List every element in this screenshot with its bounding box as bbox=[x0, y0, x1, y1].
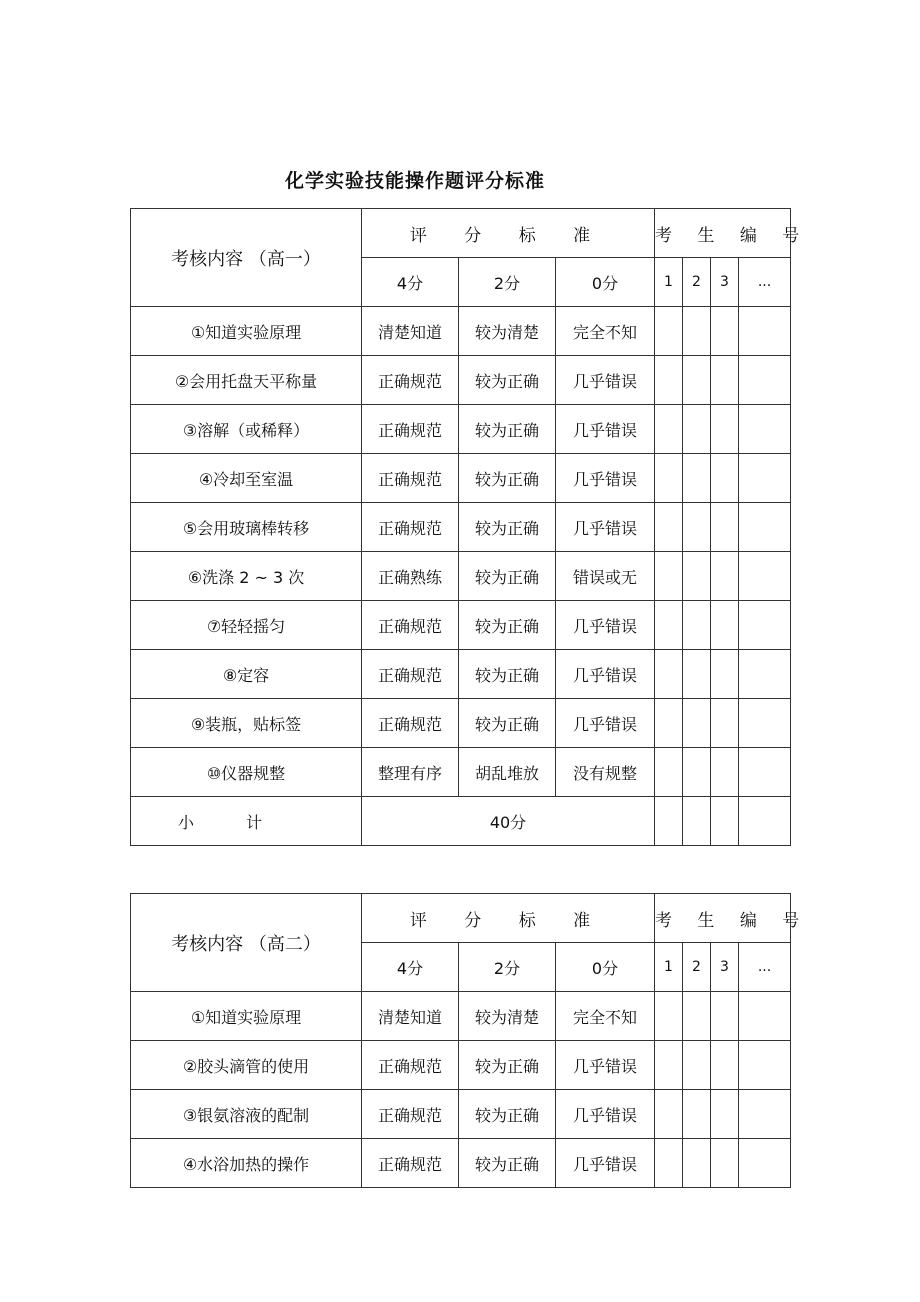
candidate-score-cell bbox=[655, 601, 683, 650]
criteria-4: 清楚知道 bbox=[362, 992, 459, 1041]
criteria-2: 较为正确 bbox=[459, 503, 556, 552]
criteria-2: 较为正确 bbox=[459, 405, 556, 454]
assessment-item: ⑧定容 bbox=[131, 650, 362, 699]
criteria-4: 正确规范 bbox=[362, 356, 459, 405]
candidate-score-cell bbox=[683, 356, 711, 405]
criteria-2: 较为清楚 bbox=[459, 992, 556, 1041]
criteria-4: 正确规范 bbox=[362, 454, 459, 503]
table-row bbox=[131, 1139, 791, 1188]
table-row bbox=[131, 454, 791, 503]
candidate-score-cell bbox=[711, 405, 739, 454]
assessment-item: ⑩仪器规整 bbox=[131, 748, 362, 797]
candidate-score-cell bbox=[655, 552, 683, 601]
candidate-score-cell bbox=[683, 307, 711, 356]
candidate-score-cell bbox=[683, 503, 711, 552]
candidate-score-cell bbox=[739, 356, 791, 405]
assessment-item: ⑤会用玻璃棒转移 bbox=[131, 503, 362, 552]
candidate-score-cell bbox=[739, 601, 791, 650]
candidate-score-cell bbox=[739, 1090, 791, 1139]
table-row bbox=[131, 748, 791, 797]
criteria-0: 几乎错误 bbox=[556, 454, 655, 503]
candidate-score-cell bbox=[711, 307, 739, 356]
table-row bbox=[131, 601, 791, 650]
table-row bbox=[131, 1041, 791, 1090]
candidate-score-cell bbox=[655, 503, 683, 552]
criteria-0: 几乎错误 bbox=[556, 1090, 655, 1139]
assessment-item: ②胶头滴管的使用 bbox=[131, 1041, 362, 1090]
candidate-score-cell bbox=[683, 1090, 711, 1139]
content-header: 考核内容 （高二） bbox=[131, 894, 362, 992]
table-row bbox=[131, 503, 791, 552]
candidate-score-cell bbox=[683, 552, 711, 601]
assessment-item: ②会用托盘天平称量 bbox=[131, 356, 362, 405]
criteria-0: 几乎错误 bbox=[556, 601, 655, 650]
criteria-0: 几乎错误 bbox=[556, 650, 655, 699]
criteria-4: 清楚知道 bbox=[362, 307, 459, 356]
candidate-score-cell bbox=[655, 992, 683, 1041]
criteria-0: 几乎错误 bbox=[556, 699, 655, 748]
table-row bbox=[131, 356, 791, 405]
criteria-2: 较为正确 bbox=[459, 601, 556, 650]
candidate-score-cell bbox=[655, 650, 683, 699]
table-row bbox=[131, 1090, 791, 1139]
candidate-score-cell bbox=[655, 1041, 683, 1090]
assessment-item: ④水浴加热的操作 bbox=[131, 1139, 362, 1188]
candidate-score-cell bbox=[711, 699, 739, 748]
subtotal-row bbox=[131, 797, 791, 846]
content-header: 考核内容 （高一） bbox=[131, 209, 362, 307]
assessment-item: ④冷却至室温 bbox=[131, 454, 362, 503]
candidate-score-cell bbox=[711, 1090, 739, 1139]
assessment-item: ⑥洗涤 2 ~ 3 次 bbox=[131, 552, 362, 601]
criteria-0: 完全不知 bbox=[556, 992, 655, 1041]
criteria-4: 正确熟练 bbox=[362, 552, 459, 601]
candidate-score-cell bbox=[683, 699, 711, 748]
criteria-0: 完全不知 bbox=[556, 307, 655, 356]
criteria-0: 没有规整 bbox=[556, 748, 655, 797]
criteria-4: 正确规范 bbox=[362, 699, 459, 748]
criteria-4: 正确规范 bbox=[362, 1090, 459, 1139]
candidate-score-cell bbox=[655, 1139, 683, 1188]
candidate-score-cell bbox=[711, 650, 739, 699]
criteria-0: 几乎错误 bbox=[556, 1139, 655, 1188]
subtotal-label: 小计 bbox=[131, 797, 362, 846]
candidate-score-cell bbox=[739, 992, 791, 1041]
candidate-score-cell bbox=[655, 699, 683, 748]
candidate-score-cell bbox=[739, 650, 791, 699]
candidate-score-cell bbox=[683, 601, 711, 650]
criteria-2: 较为正确 bbox=[459, 1090, 556, 1139]
candidate-score-cell bbox=[711, 1041, 739, 1090]
candidate-score-cell bbox=[683, 454, 711, 503]
criteria-2: 较为正确 bbox=[459, 650, 556, 699]
candidate-header: 考 生 编 号 bbox=[655, 894, 791, 943]
subtotal-value: 40分 bbox=[362, 797, 655, 846]
candidate-number: 3 bbox=[711, 258, 739, 307]
candidate-score-cell bbox=[683, 797, 711, 846]
candidate-score-cell bbox=[655, 405, 683, 454]
candidate-score-cell bbox=[739, 454, 791, 503]
score-header: 4分 bbox=[362, 943, 459, 992]
criteria-2: 较为正确 bbox=[459, 552, 556, 601]
candidate-score-cell bbox=[739, 552, 791, 601]
assessment-item: ⑦轻轻摇匀 bbox=[131, 601, 362, 650]
criteria-4: 正确规范 bbox=[362, 503, 459, 552]
candidate-score-cell bbox=[683, 992, 711, 1041]
criteria-2: 较为正确 bbox=[459, 356, 556, 405]
table-row bbox=[131, 650, 791, 699]
candidate-score-cell bbox=[711, 356, 739, 405]
assessment-item: ③溶解（或稀释） bbox=[131, 405, 362, 454]
score-header: 0分 bbox=[556, 258, 655, 307]
candidate-number: ... bbox=[739, 258, 791, 307]
candidate-score-cell bbox=[683, 1139, 711, 1188]
criteria-2: 较为正确 bbox=[459, 1041, 556, 1090]
criteria-2: 较为正确 bbox=[459, 699, 556, 748]
scoring-table-grade2 bbox=[130, 893, 810, 1188]
score-header: 2分 bbox=[459, 943, 556, 992]
candidate-score-cell bbox=[739, 1041, 791, 1090]
candidate-number: 2 bbox=[683, 943, 711, 992]
criteria-2: 较为正确 bbox=[459, 1139, 556, 1188]
candidate-score-cell bbox=[739, 1139, 791, 1188]
criteria-4: 正确规范 bbox=[362, 1041, 459, 1090]
candidate-number: 2 bbox=[683, 258, 711, 307]
table-row bbox=[131, 405, 791, 454]
candidate-score-cell bbox=[655, 797, 683, 846]
candidate-number: 1 bbox=[655, 258, 683, 307]
candidate-score-cell bbox=[711, 454, 739, 503]
assessment-item: ③银氨溶液的配制 bbox=[131, 1090, 362, 1139]
candidate-score-cell bbox=[711, 1139, 739, 1188]
document-title: 化学实验技能操作题评分标准 bbox=[284, 170, 545, 192]
table-row bbox=[131, 552, 791, 601]
table-row bbox=[131, 699, 791, 748]
criteria-4: 正确规范 bbox=[362, 1139, 459, 1188]
candidate-score-cell bbox=[711, 503, 739, 552]
candidate-score-cell bbox=[739, 699, 791, 748]
criteria-4: 正确规范 bbox=[362, 601, 459, 650]
candidate-score-cell bbox=[711, 797, 739, 846]
candidate-score-cell bbox=[655, 454, 683, 503]
criteria-header: 评 分 标 准 bbox=[362, 894, 655, 943]
candidate-score-cell bbox=[739, 797, 791, 846]
score-header: 4分 bbox=[362, 258, 459, 307]
candidate-score-cell bbox=[711, 601, 739, 650]
assessment-item: ①知道实验原理 bbox=[131, 992, 362, 1041]
candidate-score-cell bbox=[655, 1090, 683, 1139]
score-header: 0分 bbox=[556, 943, 655, 992]
candidate-score-cell bbox=[739, 405, 791, 454]
criteria-2: 较为清楚 bbox=[459, 307, 556, 356]
candidate-score-cell bbox=[655, 307, 683, 356]
candidate-number: 1 bbox=[655, 943, 683, 992]
scoring-table-grade1 bbox=[130, 208, 810, 846]
candidate-number: 3 bbox=[711, 943, 739, 992]
candidate-score-cell bbox=[739, 503, 791, 552]
candidate-header: 考 生 编 号 bbox=[655, 209, 791, 258]
criteria-header: 评 分 标 准 bbox=[362, 209, 655, 258]
candidate-score-cell bbox=[683, 748, 711, 797]
candidate-score-cell bbox=[655, 356, 683, 405]
candidate-number: ... bbox=[739, 943, 791, 992]
assessment-item: ⑨装瓶，贴标签 bbox=[131, 699, 362, 748]
criteria-4: 正确规范 bbox=[362, 650, 459, 699]
candidate-score-cell bbox=[739, 307, 791, 356]
criteria-4: 正确规范 bbox=[362, 405, 459, 454]
criteria-4: 整理有序 bbox=[362, 748, 459, 797]
score-header: 2分 bbox=[459, 258, 556, 307]
criteria-0: 几乎错误 bbox=[556, 503, 655, 552]
candidate-score-cell bbox=[683, 1041, 711, 1090]
criteria-0: 几乎错误 bbox=[556, 405, 655, 454]
candidate-score-cell bbox=[711, 552, 739, 601]
criteria-2: 较为正确 bbox=[459, 454, 556, 503]
candidate-score-cell bbox=[683, 405, 711, 454]
criteria-0: 错误或无 bbox=[556, 552, 655, 601]
candidate-score-cell bbox=[711, 748, 739, 797]
criteria-0: 几乎错误 bbox=[556, 356, 655, 405]
candidate-score-cell bbox=[739, 748, 791, 797]
assessment-item: ①知道实验原理 bbox=[131, 307, 362, 356]
candidate-score-cell bbox=[683, 650, 711, 699]
criteria-2: 胡乱堆放 bbox=[459, 748, 556, 797]
candidate-score-cell bbox=[655, 748, 683, 797]
table-row bbox=[131, 992, 791, 1041]
table-row bbox=[131, 307, 791, 356]
candidate-score-cell bbox=[711, 992, 739, 1041]
criteria-0: 几乎错误 bbox=[556, 1041, 655, 1090]
